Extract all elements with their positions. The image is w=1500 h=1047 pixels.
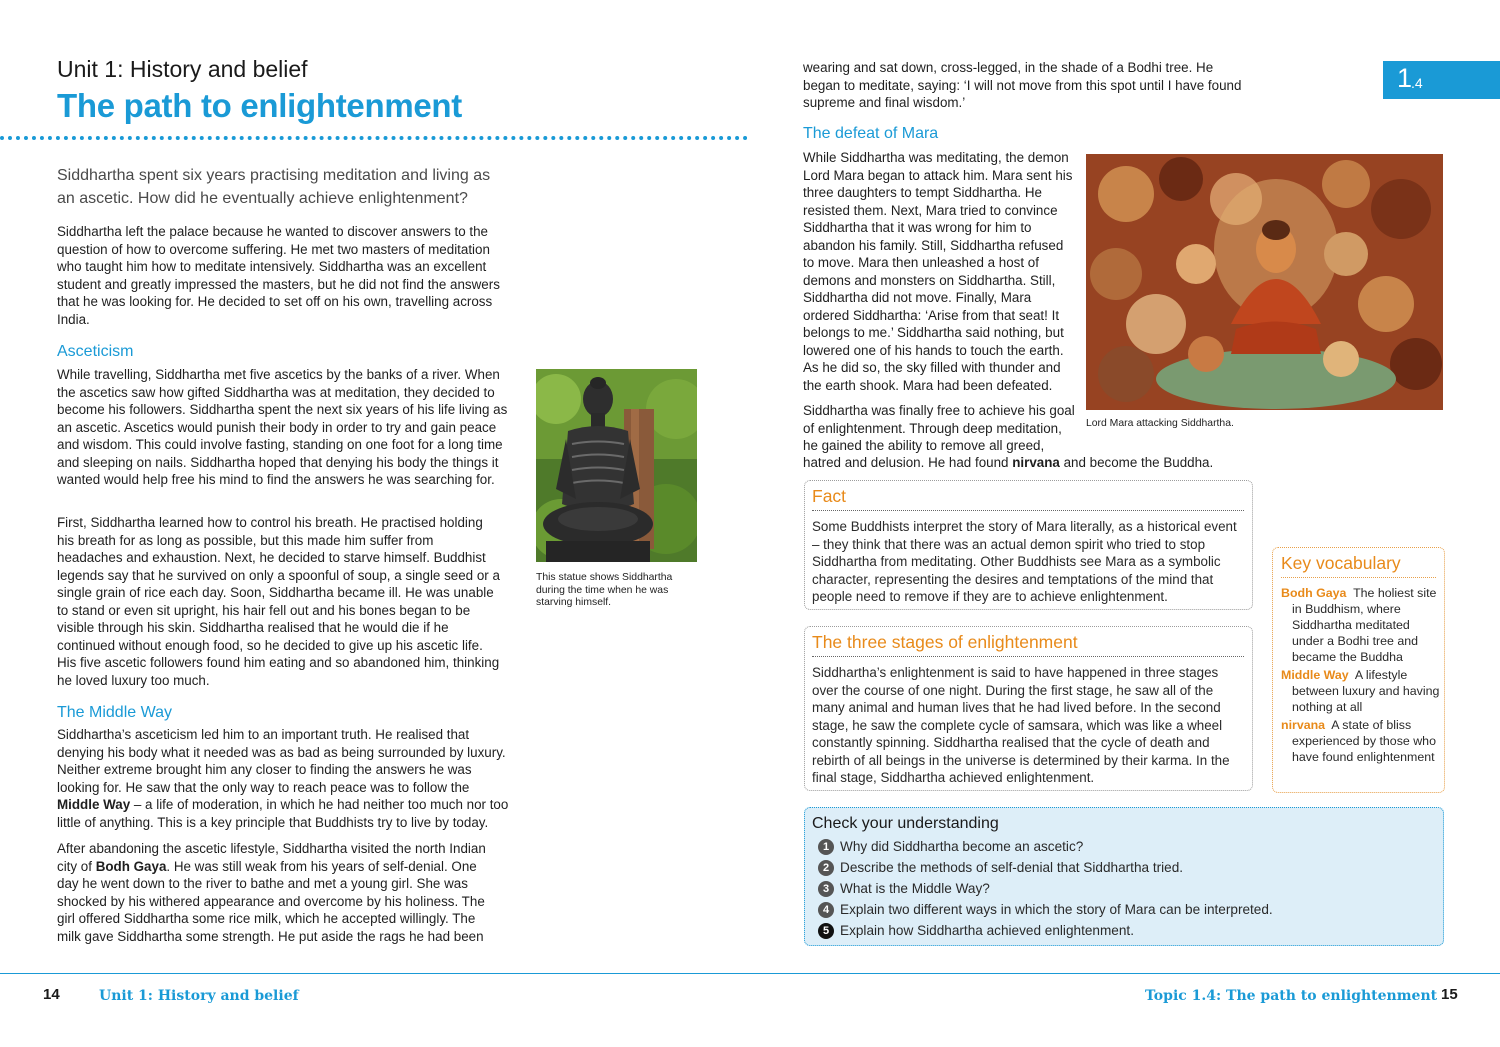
unit-label: Unit 1: History and belief xyxy=(57,56,308,82)
fact-box xyxy=(804,480,1253,610)
fact-title: Fact xyxy=(812,486,847,506)
page-title: The path to enlightenment xyxy=(57,87,462,124)
paragraph-ascetics: While travelling, Siddhartha met five ascetics by the banks of a river. When the ascetics saw how gifted Siddhartha was at meditation, they decided to become his followers. Siddhartha spent the next six years of his life living as an ascetic. Ascetics would punish their body in order to try and gain peace and wisdom. This could involve fasting, standing on one foot for a long time and sleeping on nails. Siddhartha hoped that denying his body the things it wanted would help free his mind to find the answers he was searching for. xyxy=(57,367,508,487)
title-divider xyxy=(0,136,748,140)
question-number-badge: 2 xyxy=(818,860,834,876)
heading-asceticism: Asceticism xyxy=(57,343,134,360)
footer-topic-label: Topic 1.4: The path to enlightenment xyxy=(1145,988,1438,1004)
question-number-badge: 1 xyxy=(818,839,834,855)
question-number-badge: 4 xyxy=(818,902,834,918)
stages-divider xyxy=(812,656,1244,657)
paragraph-palace: Siddhartha left the palace because he wanted to discover answers to the question of how to overcome suffering. He met two masters of meditation who taught him how to meditate intensively. Siddhartha was an excellent student and greatly impressed the masters, but he did not find the answers that he was looking for. He decided to set off on his own, travelling across India. xyxy=(57,224,500,327)
stages-title: The three stages of enlightenment xyxy=(812,632,1078,652)
question-item: 5 Explain how Siddhartha achieved enlightenment. xyxy=(818,920,1433,941)
vocab-list xyxy=(1281,585,1441,767)
question-item: 1 Why did Siddhartha become an ascetic? xyxy=(818,836,1433,857)
heading-defeat-of-mara: The defeat of Mara xyxy=(803,125,939,142)
footer-divider xyxy=(0,973,1500,974)
stages-text: Siddhartha’s enlightenment is said to have happened in three stages over the course of one night. During the first stage, he saw all of the many animal and human lives that he had lived before. In the second stage, he saw the complete cycle of samsara, which was like a wheel constantly spinning. Siddhartha realised that the cycle of death and rebirth of all beings in the universe is determined by their karma. In the final stage, Siddhartha achieved enlightenment. xyxy=(812,665,1230,785)
topic-number-tab: 1 .4 xyxy=(1383,61,1500,99)
bold-term-nirvana: nirvana xyxy=(1012,455,1060,470)
page-number-left: 14 xyxy=(43,986,60,1003)
question-list xyxy=(818,836,1433,941)
question-item: 3 What is the Middle Way? xyxy=(818,878,1433,899)
statue-photo-illustration xyxy=(536,369,697,562)
question-item: 4 Explain two different ways in which the story of Mara can be interpreted. xyxy=(818,899,1433,920)
heading-middle-way: The Middle Way xyxy=(57,704,172,721)
paragraph-continued: wearing and sat down, cross-legged, in the shade of a Bodhi tree. He began to meditate, saying: ‘I will not move from this spot until I have found supreme and final wisdom.’ xyxy=(803,60,1242,110)
paragraph-bodh-gaya: After abandoning the ascetic lifestyle, Siddhartha visited the north Indian city of Bodh Gaya. He was still weak from his years of self-denial. One day he went down to the river to bathe and met a young girl. She was shocked by his withered appearance and overcome by his holiness. The girl offered Siddhartha some rice milk, which he accepted willingly. The milk gave Siddhartha some strength. He put aside the rags he had been xyxy=(57,841,486,944)
paragraph-nirvana: hatred and delusion. He had found nirvana and become the Buddha. xyxy=(803,455,1214,470)
question-number-badge: 5 xyxy=(818,923,834,939)
mara-painting xyxy=(1086,154,1443,410)
vocab-entry: Bodh Gaya The holiest site in Buddhism, where Siddhartha meditated under a Bodhi tree and became the Buddha xyxy=(1281,586,1437,664)
footer-unit-label: Unit 1: History and belief xyxy=(99,988,299,1004)
paragraph-breath: First, Siddhartha learned how to control his breath. He practised holding his breath for as long as possible, but this made him suffer from headaches and exhaustion. Next, he decided to starve himself. Buddhist legends say that he survived on only a spoonful of soup, a single seed or a single grain of rice each day. Soon, Siddhartha became ill. He was unable to stand or even sit upright, his hair fell out and his bones began to be visible through his skin. Siddhartha realised that he would die if he continued without enough food, so he decided to give up his ascetic life. His five ascetic followers found him eating and so abandoned him, thinking he loved luxury too much. xyxy=(57,515,500,688)
page-number-right: 15 xyxy=(1441,986,1458,1003)
vocab-divider xyxy=(1281,577,1436,578)
vocab-entry: Middle Way A lifestyle between luxury and having nothing at all xyxy=(1281,668,1440,714)
check-understanding-box xyxy=(804,807,1444,946)
intro-text: Siddhartha spent six years practising meditation and living as an ascetic. How did he eventually achieve enlightenment? xyxy=(57,167,491,207)
question-item: 2 Describe the methods of self-denial that Siddhartha tried. xyxy=(818,857,1433,878)
vocab-title: Key vocabulary xyxy=(1281,553,1401,573)
key-vocabulary-box xyxy=(1272,547,1445,793)
paragraph-middle-way: Siddhartha’s asceticism led him to an important truth. He realised that denying his body what it needed was as bad as being surrounded by luxury. Neither extreme brought him any closer to finding the answers he was looking for. He saw that the only way to reach peace was to follow the Middle Way – a life of moderation, in which he had neither too much nor too little of anything. This is a key principle that Buddhists try to live by today. xyxy=(57,727,509,830)
vocab-entry: nirvana A state of bliss experienced by those who have found enlightenment xyxy=(1281,718,1436,764)
check-title: Check your understanding xyxy=(812,815,999,832)
paragraph-enlightenment: Siddhartha was finally free to achieve his goal of enlightenment. Through deep meditation, he gained the ability to remove all greed, xyxy=(803,403,1075,453)
bold-term-middle-way: Middle Way xyxy=(57,797,131,812)
stages-box xyxy=(804,626,1253,791)
fact-divider xyxy=(812,510,1244,511)
paragraph-mara: While Siddhartha was meditating, the demon Lord Mara began to attack him. Mara sent his three daughters to tempt Siddhartha. He resisted them. Next, Mara tried to convince Siddhartha that it was wrong for him to abandon his family. Still, Siddhartha refused to move. Mara then unleashed a host of demons and monsters on Siddhartha. Still, Siddhartha did not move. Finally, Mara ordered Siddhartha: ‘Arise from that seat! It belongs to me.’ Siddhartha said nothing, but lowered one of his hands to touch the earth. As he did so, the sky filled with thunder and the earth shook. Mara had been defeated. xyxy=(803,150,1073,393)
statue-caption: This statue shows Siddhartha during the time when he was starving himself. xyxy=(536,572,673,608)
statue-photo xyxy=(536,369,697,562)
bold-term-bodh-gaya: Bodh Gaya xyxy=(95,858,167,874)
fact-text: Some Buddhists interpret the story of Mara literally, as a historical event – they think that there was an actual demon spirit who tried to stop Siddhartha from meditating. Other Buddhists see Mara as a symbolic character, representing the desires and temptations of the mind that people need to remove if they are to achieve enlightenment. xyxy=(812,519,1237,604)
question-number-badge: 3 xyxy=(818,881,834,897)
mara-painting-illustration xyxy=(1086,154,1443,410)
mara-caption: Lord Mara attacking Siddhartha. xyxy=(1086,418,1234,429)
